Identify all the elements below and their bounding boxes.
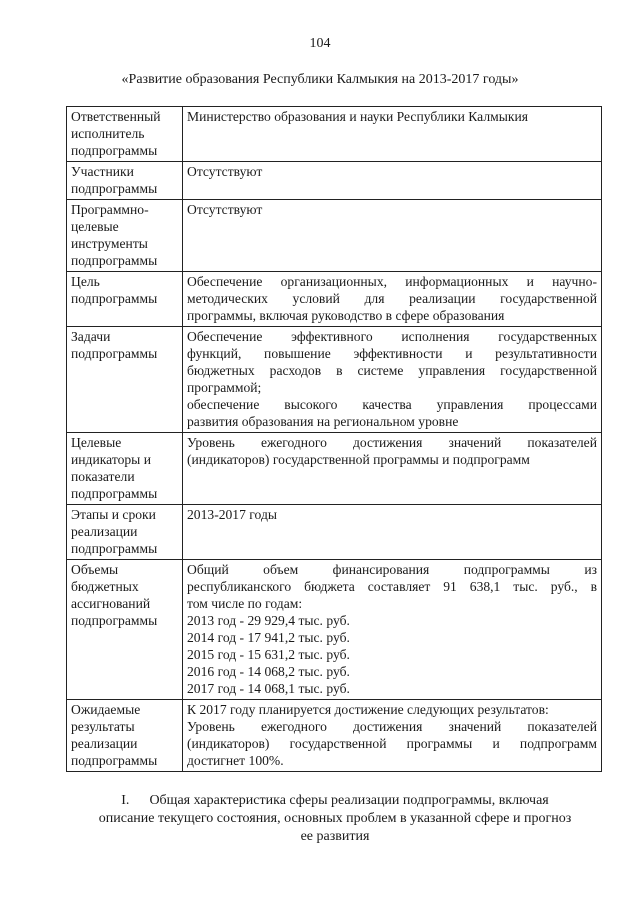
passport-row [67, 433, 602, 505]
row-label-line: Объемы [71, 562, 119, 577]
row-value-line: Обеспечение эффективного исполнения государственных [187, 329, 597, 344]
row-label-line: показатели [71, 469, 135, 484]
row-label-line: подпрограммы [71, 253, 158, 268]
row-value-line: (индикаторов) государственной программы и подпрограмм [187, 452, 530, 467]
passport-row [67, 200, 602, 272]
row-label-line: подпрограммы [71, 541, 158, 556]
row-label-line: Ожидаемые [71, 702, 141, 717]
row-label-line: Целевые [71, 435, 122, 450]
row-label [67, 433, 183, 505]
row-value-line: (индикаторов) государственной программы и подпрограмм [187, 736, 597, 751]
row-label-line: реализации [71, 524, 138, 539]
row-value-line: Уровень ежегодного достижения значений показателей [187, 435, 597, 450]
row-value-line: Министерство образования и науки Республики Калмыкия [187, 109, 528, 124]
row-value-line: Общий объем финансирования подпрограммы из [187, 562, 597, 577]
row-value-line: 2015 год - 15 631,2 тыс. руб. [187, 647, 350, 662]
row-label [67, 107, 183, 162]
page-number: 104 [309, 36, 331, 51]
row-label [67, 162, 183, 200]
row-value-line: 2016 год - 14 068,2 тыс. руб. [187, 664, 350, 679]
section-title-line-1: I. Общая характеристика сферы реализации подпрограммы, включая [121, 793, 549, 808]
row-value [183, 700, 602, 772]
section-title-line-3: ее развития [300, 829, 370, 844]
row-value [183, 107, 602, 162]
row-value-line: 2013 год - 29 929,4 тыс. руб. [187, 613, 350, 628]
passport-row [67, 560, 602, 700]
passport-row [67, 505, 602, 560]
row-label-line: подпрограммы [71, 181, 158, 196]
row-label-line: Задачи [71, 329, 111, 344]
row-label-line: результаты [71, 719, 135, 734]
row-label-line: Цель [71, 274, 100, 289]
row-value-line: Отсутствуют [187, 202, 263, 217]
row-label [67, 505, 183, 560]
row-value-line: Обеспечение организационных, информационных и научно- [187, 274, 597, 289]
row-value-line: том числе по годам: [187, 596, 303, 611]
row-value-line: развития образования на региональном уровне [187, 414, 459, 429]
passport-row [67, 272, 602, 327]
row-label [67, 272, 183, 327]
row-value-line: 2014 год - 17 941,2 тыс. руб. [187, 630, 350, 645]
row-label-line: подпрограммы [71, 486, 158, 501]
row-label-line: подпрограммы [71, 613, 158, 628]
row-value-line: 2013-2017 годы [187, 507, 277, 522]
row-value [183, 433, 602, 505]
row-label-line: реализации [71, 736, 138, 751]
row-value-line: программой; [187, 380, 262, 395]
row-label-line: целевые [71, 219, 119, 234]
row-label-line: исполнитель [71, 126, 145, 141]
row-label-line: Участники [71, 164, 134, 179]
row-label [67, 560, 183, 700]
row-value [183, 200, 602, 272]
row-label-line: бюджетных [71, 579, 139, 594]
row-label-line: индикаторы и [71, 452, 151, 467]
subprogram-passport-table [66, 106, 602, 772]
row-value-line: бюджетных расходов в системе управления государственной [187, 363, 597, 378]
section-heading [70, 792, 600, 846]
row-label-line: Этапы и сроки [71, 507, 156, 522]
row-value-line: методических условий для реализации государственной [187, 291, 597, 306]
row-label [67, 327, 183, 433]
row-value-line: Уровень ежегодного достижения значений показателей [187, 719, 597, 734]
row-value [183, 327, 602, 433]
row-value-line: республиканского бюджета составляет 91 638,1 тыс. руб., в [187, 579, 597, 594]
row-label-line: инструменты [71, 236, 148, 251]
row-label-line: подпрограммы [71, 143, 158, 158]
row-label-line: подпрограммы [71, 346, 158, 361]
passport-row [67, 327, 602, 433]
row-label-line: Программно- [71, 202, 149, 217]
section-number: I. [121, 793, 130, 808]
row-label-line: Ответственный [71, 109, 161, 124]
row-label-line: подпрограммы [71, 753, 158, 768]
passport-row [67, 700, 602, 772]
row-value [183, 560, 602, 700]
row-value-line: К 2017 году планируется достижение следующих результатов: [187, 702, 549, 717]
row-value [183, 272, 602, 327]
row-label-line: подпрограммы [71, 291, 158, 306]
row-value-line: Отсутствуют [187, 164, 263, 179]
row-label [67, 700, 183, 772]
row-label-line: ассигнований [71, 596, 151, 611]
row-label [67, 200, 183, 272]
row-value [183, 505, 602, 560]
section-title-line-2: описание текущего состояния, основных проблем в указанной сфере и прогноз [98, 811, 572, 826]
row-value-line: достигнет 100%. [187, 753, 284, 768]
passport-row [67, 107, 602, 162]
document-title: «Развитие образования Республики Калмыкия на 2013-2017 годы» [121, 72, 519, 87]
passport-row [67, 162, 602, 200]
row-value [183, 162, 602, 200]
row-value-line: функций, повышение эффективности и результативности [187, 346, 597, 361]
row-value-line: обеспечение высокого качества управления процессами [187, 397, 597, 412]
row-value-line: 2017 год - 14 068,1 тыс. руб. [187, 681, 350, 696]
row-value-line: программы, включая руководство в сфере образования [187, 308, 505, 323]
